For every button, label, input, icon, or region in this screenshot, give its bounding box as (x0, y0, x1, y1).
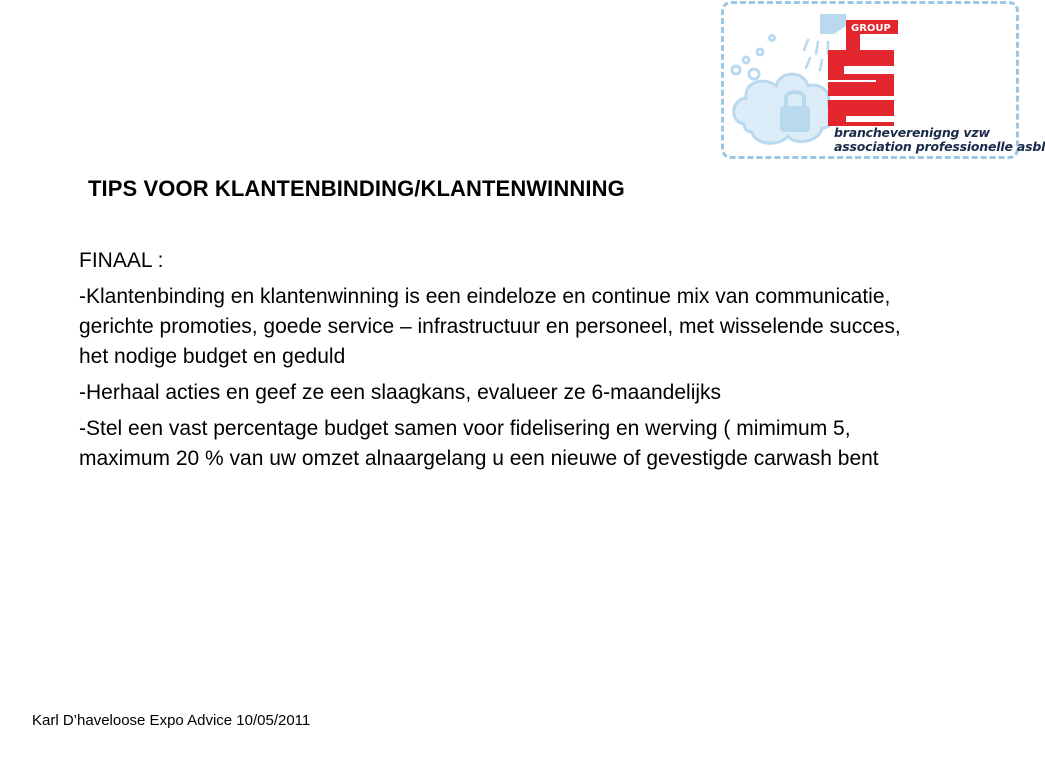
cst-group-logo (721, 1, 1045, 159)
slide-title: TIPS VOOR KLANTENBINDING/KLANTENWINNING (88, 176, 625, 201)
slide-body (79, 246, 929, 480)
paragraph-bullet: -Herhaal acties en geef ze een slaagkans, evalueer ze 6-maandelijks (79, 381, 722, 404)
footer-credit: Karl D’haveloose Expo Advice 10/05/2011 (32, 712, 311, 729)
group-label: GROUP (851, 23, 891, 34)
logo-tagline-line2: association professionelle asbl (834, 139, 1045, 154)
paragraph-bullet: -Klantenbinding en klantenwinning is een eindeloze en continue mix van communicatie, gerichte promoties, goede service – infrastructuur en personeel, met wisselende succes, het nodige budget en geduld (79, 285, 901, 368)
logo-tagline-line1: brancheverenigng vzw (834, 125, 990, 140)
paragraph-heading: FINAAL : (79, 249, 164, 272)
paragraph-bullet: -Stel een vast percentage budget samen voor fidelisering en werving ( mimimum 5, maximum 20 % van uw omzet alnaargelang u een nieuwe of gevestigde carwash bent (79, 417, 879, 470)
